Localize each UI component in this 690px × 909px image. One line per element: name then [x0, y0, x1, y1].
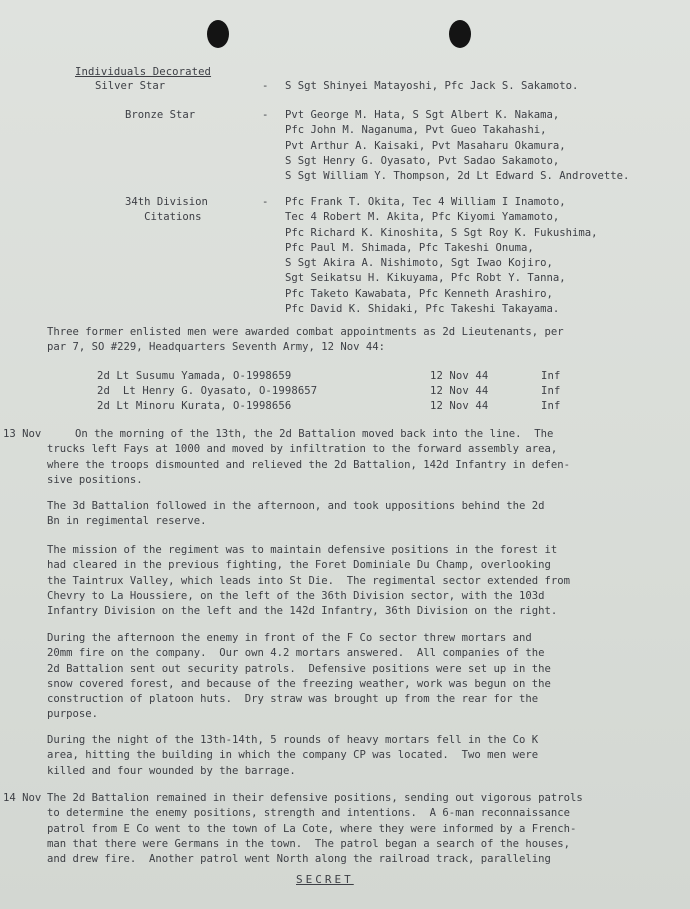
award-label-division-citations: 34th Division Citations [125, 196, 208, 224]
decorations-heading: Individuals Decorated [75, 66, 212, 78]
award-names-bronze-star: Pvt George M. Hata, S Sgt Albert K. Nakama, Pfc John M. Naganuma, Pvt Gueo Takahashi, Pvt Arthur A. Kaisaki, Pvt Masaharu Okamura, S Sgt Henry G. Oyasato, Pvt Sadao Sakamoto, S Sgt William Y. Thompson, 2d Lt Edward S. Androvette. [285, 109, 630, 183]
punch-hole-right [449, 20, 471, 48]
award-label-bronze-star: Bronze Star [125, 109, 196, 121]
appointment-branch: Inf [541, 400, 561, 412]
entry-paragraph: During the afternoon the enemy in front of the F Co sector threw mortars and 20mm fire on the company. Our own 4.2 mortars answered. All companies of the 2d Battalion sent out security patrols. Defensive positions were set up in the snow covered forest, and because of the freezing weather, work was begun on the construction of platoon huts. Dry straw was brought up from the rear for the purpose. [47, 632, 551, 721]
appointment-branch: Inf [541, 385, 561, 397]
appointment-name: 2d Lt Henry G. Oyasato, O-1998657 [97, 385, 318, 397]
entry-date: 14 Nov [3, 792, 42, 804]
award-names-division-citations: Pfc Frank T. Okita, Tec 4 William I Inamoto, Tec 4 Robert M. Akita, Pfc Kiyomi Yamamoto, Pfc Richard K. Kinoshita, S Sgt Roy K. Fukushima, Pfc Paul M. Shimada, Pfc Takeshi Onuma, S Sgt Akira A. Nishimoto, Sgt Iwao Kojiro, Sgt Seikatsu H. Kikuyama, Pfc Robt Y. Tanna, Pfc Taketo Kawabata, Pfc Kenneth Arashiro, Pfc David K. Shidaki, Pfc Takeshi Takayama. [285, 196, 598, 316]
award-dash: - [262, 109, 269, 121]
classification-marking: SECRET [296, 873, 354, 886]
award-dash: - [262, 80, 269, 92]
appointment-branch: Inf [541, 370, 561, 382]
appointment-date: 12 Nov 44 [430, 400, 489, 412]
appointment-name: 2d Lt Minoru Kurata, O-1998656 [97, 400, 292, 412]
entry-paragraph: The 3d Battalion followed in the afternoon, and took uppositions behind the 2d Bn in regimental reserve. [47, 500, 545, 528]
punch-hole-left [207, 20, 229, 48]
entry-date: 13 Nov [3, 428, 42, 440]
entry-paragraph: The 2d Battalion remained in their defensive positions, sending out vigorous patrols to determine the enemy positions, strength and intentions. A 6-man reconnaissance patrol from E Co went to the town of La Cote, where they were informed by a French- man that there were Germans in the town. The patrol began a search of the houses, and drew fire. Another patrol went North along the railroad track, paralleling [47, 792, 583, 866]
appointment-date: 12 Nov 44 [430, 370, 489, 382]
award-label-silver-star: Silver Star [95, 80, 166, 92]
entry-paragraph: On the morning of the 13th, the 2d Battalion moved back into the line. The trucks left Fays at 1000 and moved by infiltration to the forward assembly area, where the troops dismounted and relieved the 2d Battalion, 142d Infantry in defen- sive positions. [47, 428, 570, 486]
award-dash: - [262, 196, 269, 208]
appointment-date: 12 Nov 44 [430, 385, 489, 397]
entry-paragraph: The mission of the regiment was to maintain defensive positions in the forest it had cleared in the previous fighting, the Foret Dominiale Du Champ, overlooking the Taintrux Valley, which leads into St Die. The regimental sector extended from Chevry to La Houssiere, on the left of the 36th Division sector, with the 103d Infantry Division on the left and the 142d Infantry, 36th Division on the right. [47, 544, 570, 618]
appointments-intro: Three former enlisted men were awarded combat appointments as 2d Lieutenants, per par 7, SO #229, Headquarters Seventh Army, 12 Nov 44: [47, 326, 564, 354]
appointment-name: 2d Lt Susumu Yamada, O-1998659 [97, 370, 292, 382]
award-names-silver-star: S Sgt Shinyei Matayoshi, Pfc Jack S. Sakamoto. [285, 80, 579, 92]
entry-paragraph: During the night of the 13th-14th, 5 rounds of heavy mortars fell in the Co K area, hitting the building in which the company CP was located. Two men were killed and four wounded by the barrage. [47, 734, 539, 777]
